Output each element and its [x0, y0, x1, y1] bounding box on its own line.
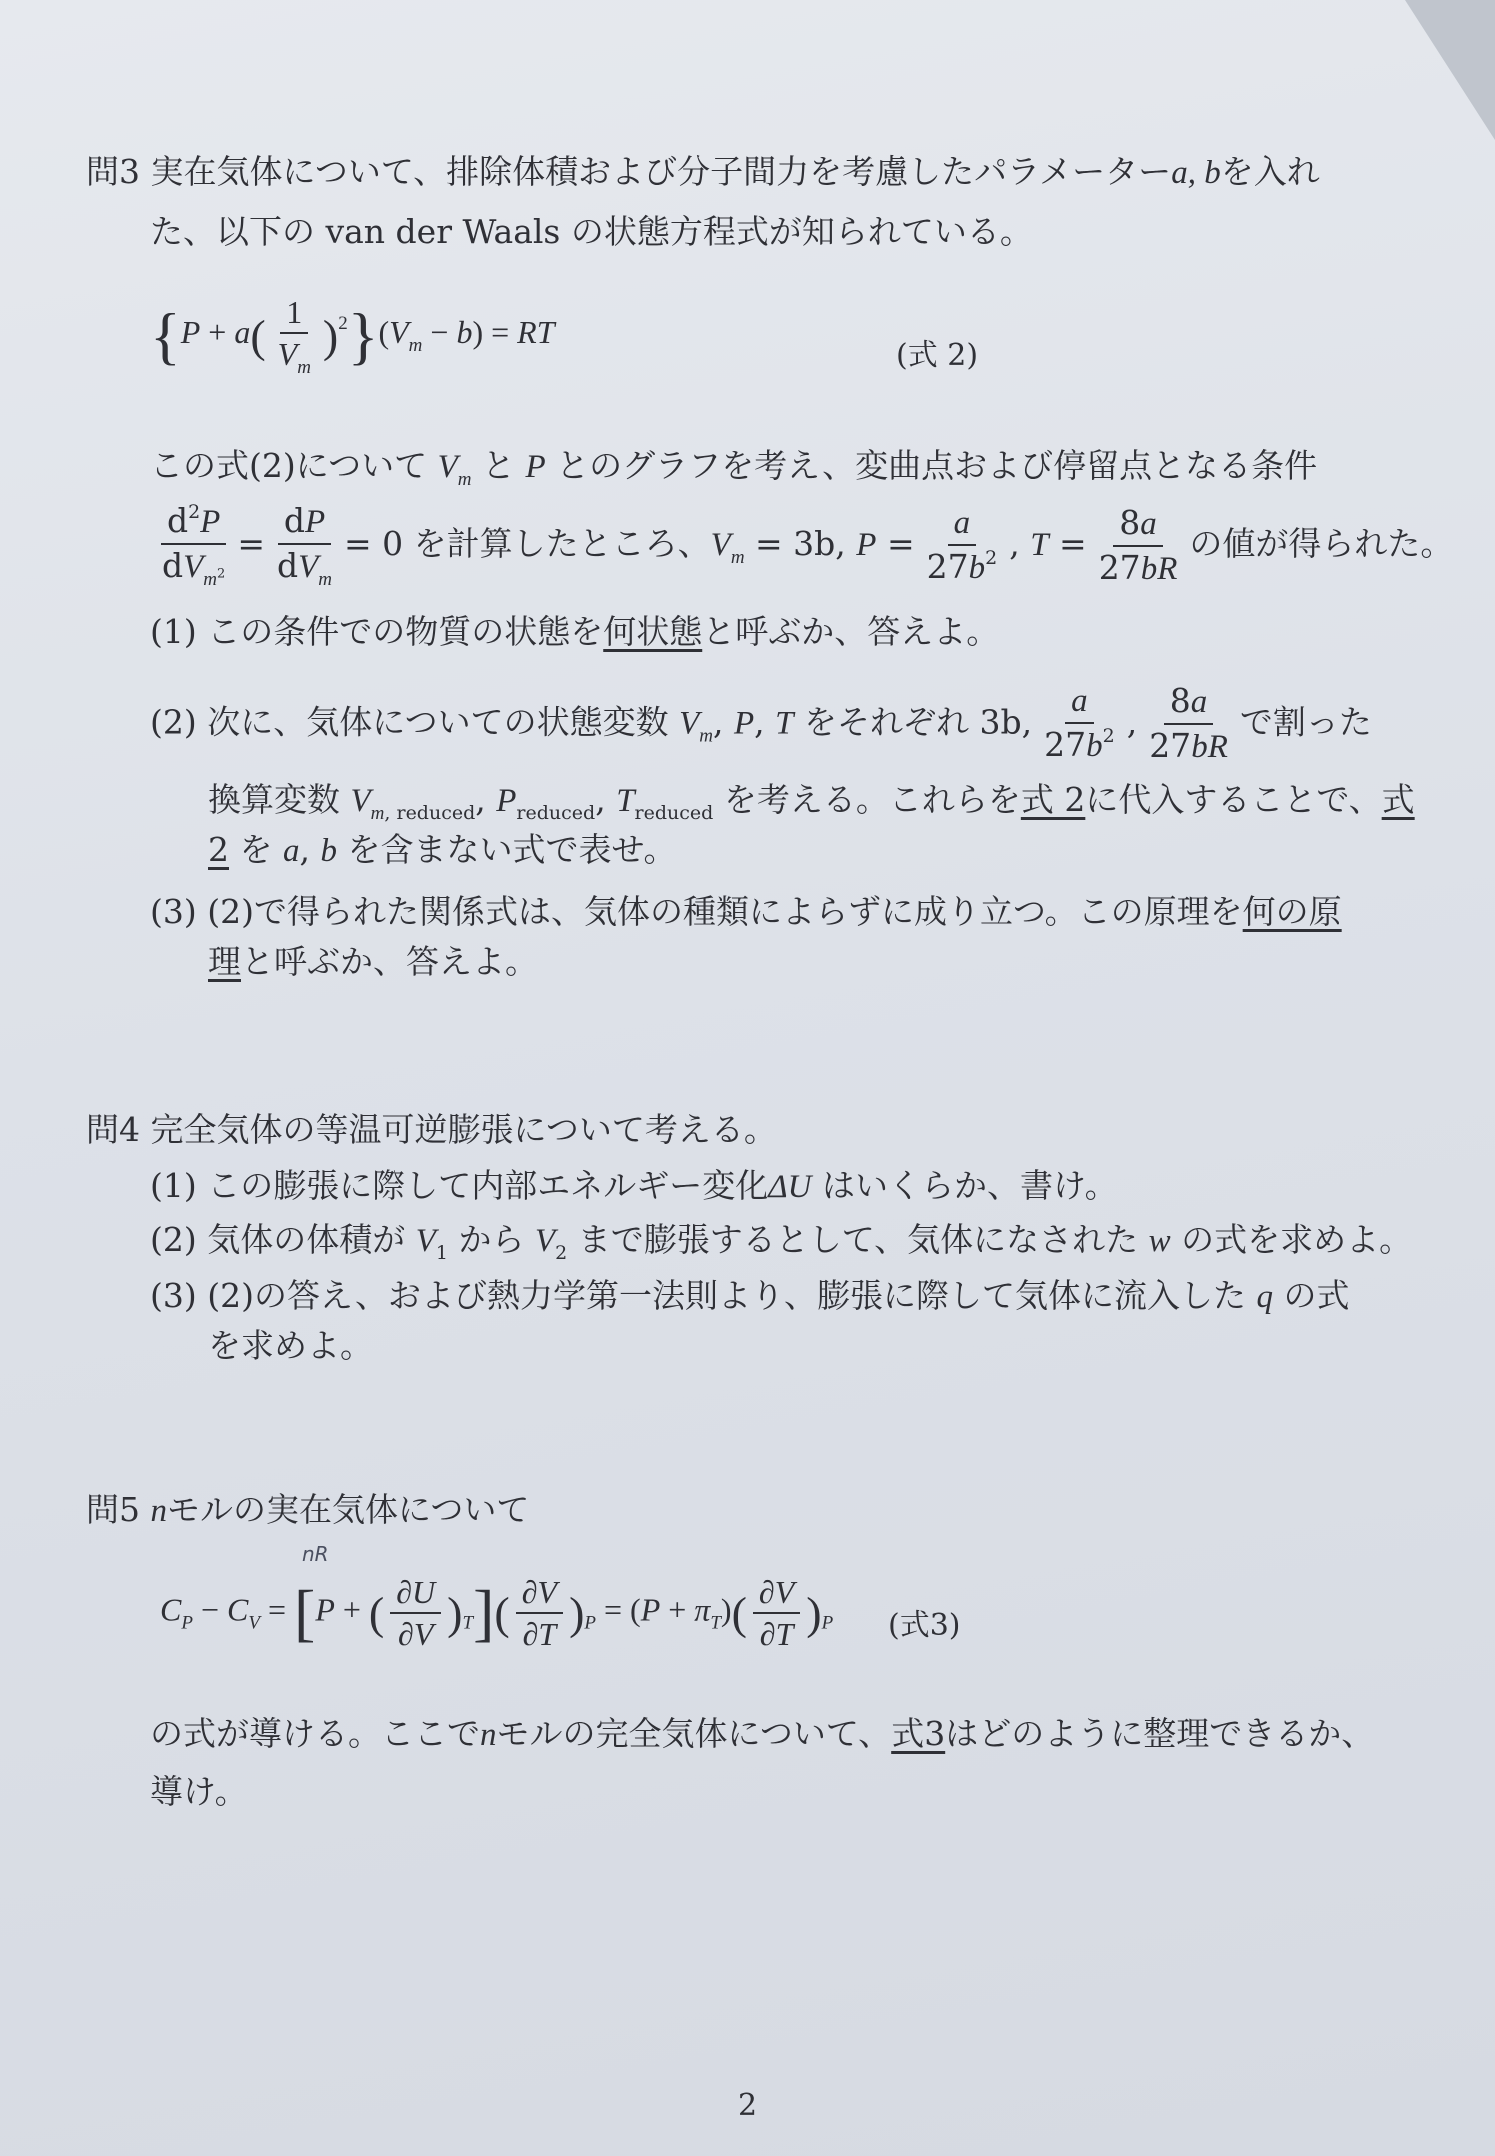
q3-sub2-line2: 換算変数 $V_{m, reduced}$, $P_{reduced}$, $T_{reduced}$ を考える。これらを式 2に代入することで、式: [208, 780, 1415, 824]
equation-3: $C_P - C_V = [P$ + ( $\frac{\partial U}{\partial V}$ )$_T$]( $\frac{\partial V}{\partial T}$ )$_P = (P + \pi_T)$( $\frac{\partial V}{\partial T}$ )$_P$: [160, 1574, 834, 1652]
q5-body1: の式が導ける。ここでnモルの完全気体について、式3はどのように整理できるか、: [150, 1714, 1375, 1753]
q3-conditions: $\frac{d^2P}{dV_{m^2}}$ = $\frac{dP}{dV_m}$ = 0 を計算したところ、$V_m = 3b$, P = $\frac{a}{27b^2}$ , T = $\frac{8a}{27bR}$ の値が得られた。: [162, 501, 1454, 591]
handwritten-note: nR: [302, 1542, 329, 1566]
q3-line2: た、以下の van der Waals の状態方程式が知られている。: [150, 212, 1033, 251]
q3-line1: 問3 実在気体について、排除体積および分子間力を考慮したパラメーターa, bを入れ: [86, 152, 1320, 191]
equation-3-label: (式3): [888, 1608, 961, 1643]
q5-title: 問5 nモルの実在気体について: [86, 1490, 530, 1529]
q3-sub2: (2) 次に、気体についての状態変数 $V_m$, P, T をそれぞれ 3b, $\frac{a}{27b^2}$ , $\frac{8a}{27bR}$ で割った: [150, 681, 1372, 766]
q4-title: 問4 完全気体の等温可逆膨張について考える。: [86, 1110, 777, 1149]
page-corner: [1405, 0, 1495, 140]
equation-2: {P + a( $\frac{1}{V_m}$ )$^2\}(V_m - b)$ = RT: [150, 294, 555, 378]
q4-sub3-line2: を求めよ。: [208, 1326, 373, 1365]
q4-sub3: (3) (2)の答え、および熱力学第一法則より、膨張に際して気体に流入した q の式: [150, 1276, 1350, 1315]
equation-2-label: (式 2): [896, 338, 979, 373]
page-number: 2: [737, 2088, 758, 2123]
q3-sub3-line2: 理と呼ぶか、答えよ。: [208, 942, 538, 981]
q3-sub1: (1) この条件での物質の状態を何状態と呼ぶか、答えよ。: [150, 612, 1000, 651]
q3-sub3: (3) (2)で得られた関係式は、気体の種類によらずに成り立つ。この原理を何の原: [150, 892, 1342, 931]
q4-sub2: (2) 気体の体積が $V_1$ から $V_2$ まで膨張するとして、気体になされた w の式を求めよ。: [150, 1220, 1413, 1264]
q4-sub1: (1) この膨張に際して内部エネルギー変化ΔU はいくらか、書け。: [150, 1166, 1118, 1205]
q3-sub2-line3: 2 を a, b を含まない式で表せ。: [208, 830, 677, 869]
q5-body2: 導け。: [150, 1772, 248, 1811]
q3-para1: この式(2)について $V_m$ と P とのグラフを考え、変曲点および停留点となる条件: [150, 446, 1318, 490]
